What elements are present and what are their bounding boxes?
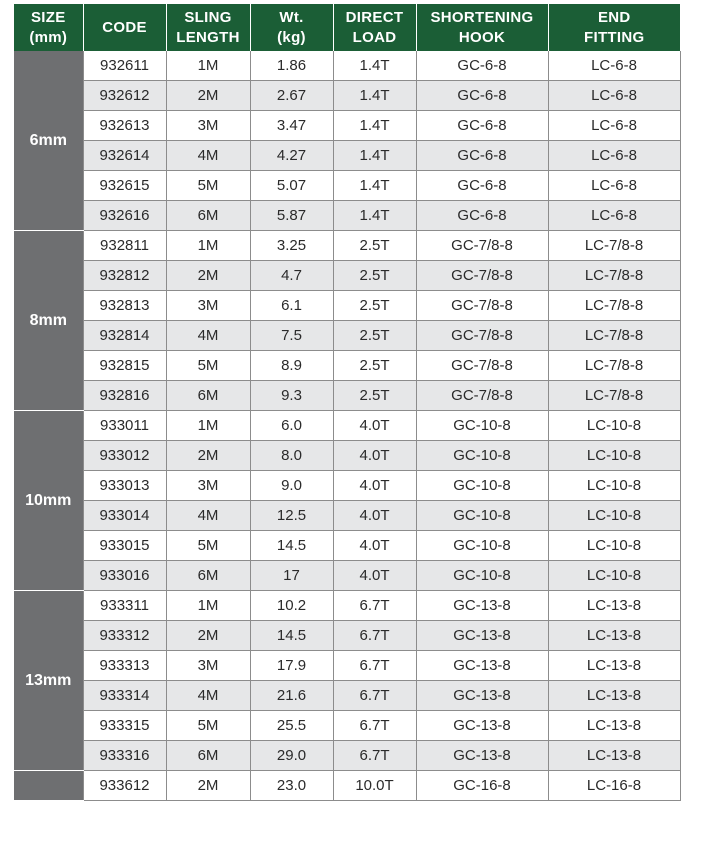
table-row xyxy=(14,621,680,651)
direct-load-cell: 1.4T xyxy=(333,171,416,201)
table-row xyxy=(14,231,680,261)
weight-cell: 6.0 xyxy=(250,411,333,441)
header-direct-load xyxy=(333,4,416,51)
direct-load-cell: 6.7T xyxy=(333,591,416,621)
table-row xyxy=(14,111,680,141)
shortening-hook-cell: GC-6-8 xyxy=(416,201,548,231)
weight-cell: 21.6 xyxy=(250,681,333,711)
table-header-row xyxy=(14,4,680,51)
table-row xyxy=(14,561,680,591)
header-weight-line: Wt. xyxy=(279,8,304,26)
sling-length-cell: 5M xyxy=(166,351,250,381)
sling-length-cell: 5M xyxy=(166,531,250,561)
end-fitting-cell: LC-10-8 xyxy=(548,411,680,441)
table-row xyxy=(14,141,680,171)
direct-load-cell: 2.5T xyxy=(333,261,416,291)
shortening-hook-cell: GC-6-8 xyxy=(416,51,548,81)
weight-cell: 3.47 xyxy=(250,111,333,141)
weight-cell: 5.87 xyxy=(250,201,333,231)
header-sling-length xyxy=(166,4,250,51)
weight-cell: 5.07 xyxy=(250,171,333,201)
code-cell: 933016 xyxy=(83,561,166,591)
table-row xyxy=(14,51,680,81)
direct-load-cell: 1.4T xyxy=(333,111,416,141)
direct-load-cell: 2.5T xyxy=(333,351,416,381)
sling-length-cell: 2M xyxy=(166,81,250,111)
shortening-hook-cell: GC-6-8 xyxy=(416,111,548,141)
direct-load-cell: 6.7T xyxy=(333,621,416,651)
code-cell: 932616 xyxy=(83,201,166,231)
code-cell: 933014 xyxy=(83,501,166,531)
header-direct-load-line: LOAD xyxy=(352,28,397,46)
code-cell: 933015 xyxy=(83,531,166,561)
direct-load-cell: 2.5T xyxy=(333,291,416,321)
weight-cell: 10.2 xyxy=(250,591,333,621)
sling-length-cell: 1M xyxy=(166,231,250,261)
end-fitting-cell: LC-7/8-8 xyxy=(548,261,680,291)
shortening-hook-cell: GC-6-8 xyxy=(416,141,548,171)
header-code-line: CODE xyxy=(102,18,147,36)
direct-load-cell: 1.4T xyxy=(333,201,416,231)
direct-load-cell: 2.5T xyxy=(333,231,416,261)
shortening-hook-cell: GC-13-8 xyxy=(416,711,548,741)
header-end-fitting xyxy=(548,4,680,51)
code-cell: 933012 xyxy=(83,441,166,471)
sling-length-cell: 4M xyxy=(166,501,250,531)
weight-cell: 14.5 xyxy=(250,621,333,651)
table-row xyxy=(14,711,680,741)
end-fitting-cell: LC-10-8 xyxy=(548,531,680,561)
table-row xyxy=(14,771,680,801)
table-row xyxy=(14,471,680,501)
end-fitting-cell: LC-13-8 xyxy=(548,741,680,771)
header-size-line: (mm) xyxy=(29,28,68,46)
direct-load-cell: 4.0T xyxy=(333,531,416,561)
sling-length-cell: 4M xyxy=(166,141,250,171)
code-cell: 932811 xyxy=(83,231,166,261)
end-fitting-cell: LC-7/8-8 xyxy=(548,381,680,411)
sling-length-cell: 5M xyxy=(166,171,250,201)
table-row xyxy=(14,201,680,231)
weight-cell: 14.5 xyxy=(250,531,333,561)
code-cell: 932815 xyxy=(83,351,166,381)
direct-load-cell: 4.0T xyxy=(333,561,416,591)
table-row xyxy=(14,501,680,531)
product-table-container xyxy=(14,4,680,794)
shortening-hook-cell: GC-13-8 xyxy=(416,741,548,771)
sling-length-cell: 2M xyxy=(166,621,250,651)
code-cell: 932813 xyxy=(83,291,166,321)
table-row xyxy=(14,681,680,711)
weight-cell: 29.0 xyxy=(250,741,333,771)
end-fitting-cell: LC-7/8-8 xyxy=(548,291,680,321)
direct-load-cell: 6.7T xyxy=(333,741,416,771)
direct-load-cell: 4.0T xyxy=(333,501,416,531)
end-fitting-cell: LC-7/8-8 xyxy=(548,351,680,381)
end-fitting-cell: LC-13-8 xyxy=(548,711,680,741)
sling-length-cell: 2M xyxy=(166,771,250,801)
sling-length-cell: 3M xyxy=(166,111,250,141)
direct-load-cell: 6.7T xyxy=(333,711,416,741)
table-row xyxy=(14,411,680,441)
weight-cell: 23.0 xyxy=(250,771,333,801)
header-end-fitting-line: END xyxy=(597,8,631,26)
end-fitting-cell: LC-6-8 xyxy=(548,171,680,201)
code-cell: 933313 xyxy=(83,651,166,681)
table-row xyxy=(14,291,680,321)
code-cell: 933311 xyxy=(83,591,166,621)
weight-cell: 6.1 xyxy=(250,291,333,321)
sling-length-cell: 6M xyxy=(166,201,250,231)
header-weight-line: (kg) xyxy=(277,28,306,46)
direct-load-cell: 2.5T xyxy=(333,381,416,411)
table-row xyxy=(14,81,680,111)
end-fitting-cell: LC-6-8 xyxy=(548,51,680,81)
weight-cell: 9.3 xyxy=(250,381,333,411)
sling-length-cell: 1M xyxy=(166,411,250,441)
code-cell: 932612 xyxy=(83,81,166,111)
table-row xyxy=(14,591,680,621)
table-row xyxy=(14,321,680,351)
weight-cell: 9.0 xyxy=(250,471,333,501)
end-fitting-cell: LC-10-8 xyxy=(548,471,680,501)
weight-cell: 4.27 xyxy=(250,141,333,171)
end-fitting-cell: LC-6-8 xyxy=(548,81,680,111)
direct-load-cell: 4.0T xyxy=(333,411,416,441)
sling-length-cell: 6M xyxy=(166,741,250,771)
shortening-hook-cell: GC-7/8-8 xyxy=(416,321,548,351)
size-group-cell xyxy=(14,771,83,801)
sling-length-cell: 3M xyxy=(166,471,250,501)
table-row xyxy=(14,261,680,291)
end-fitting-cell: LC-6-8 xyxy=(548,201,680,231)
code-cell: 932812 xyxy=(83,261,166,291)
header-shortening-hook-line: HOOK xyxy=(458,28,506,46)
code-cell: 933314 xyxy=(83,681,166,711)
code-cell: 933312 xyxy=(83,621,166,651)
code-cell: 932814 xyxy=(83,321,166,351)
shortening-hook-cell: GC-13-8 xyxy=(416,681,548,711)
code-cell: 932614 xyxy=(83,141,166,171)
table-row xyxy=(14,531,680,561)
weight-cell: 3.25 xyxy=(250,231,333,261)
direct-load-cell: 6.7T xyxy=(333,651,416,681)
table-row xyxy=(14,351,680,381)
code-cell: 932613 xyxy=(83,111,166,141)
table-row xyxy=(14,381,680,411)
end-fitting-cell: LC-16-8 xyxy=(548,771,680,801)
end-fitting-cell: LC-13-8 xyxy=(548,651,680,681)
shortening-hook-cell: GC-10-8 xyxy=(416,411,548,441)
header-code xyxy=(83,4,166,51)
size-group-cell: 10mm xyxy=(14,411,83,591)
code-cell: 933315 xyxy=(83,711,166,741)
end-fitting-cell: LC-13-8 xyxy=(548,681,680,711)
code-cell: 933013 xyxy=(83,471,166,501)
sling-length-cell: 4M xyxy=(166,321,250,351)
end-fitting-cell: LC-10-8 xyxy=(548,501,680,531)
weight-cell: 2.67 xyxy=(250,81,333,111)
table-row xyxy=(14,171,680,201)
shortening-hook-cell: GC-6-8 xyxy=(416,171,548,201)
header-sling-length-line: SLING xyxy=(184,8,232,26)
table-row xyxy=(14,651,680,681)
shortening-hook-cell: GC-13-8 xyxy=(416,651,548,681)
direct-load-cell: 1.4T xyxy=(333,141,416,171)
size-group-cell: 13mm xyxy=(14,591,83,771)
direct-load-cell: 1.4T xyxy=(333,51,416,81)
header-end-fitting-line: FITTING xyxy=(584,28,645,46)
table-row xyxy=(14,441,680,471)
table-row xyxy=(14,741,680,771)
shortening-hook-cell: GC-10-8 xyxy=(416,471,548,501)
weight-cell: 8.9 xyxy=(250,351,333,381)
weight-cell: 12.5 xyxy=(250,501,333,531)
direct-load-cell: 2.5T xyxy=(333,321,416,351)
code-cell: 933011 xyxy=(83,411,166,441)
shortening-hook-cell: GC-7/8-8 xyxy=(416,261,548,291)
end-fitting-cell: LC-13-8 xyxy=(548,621,680,651)
shortening-hook-cell: GC-10-8 xyxy=(416,441,548,471)
shortening-hook-cell: GC-10-8 xyxy=(416,501,548,531)
shortening-hook-cell: GC-13-8 xyxy=(416,621,548,651)
header-direct-load-line: DIRECT xyxy=(345,8,404,26)
direct-load-cell: 10.0T xyxy=(333,771,416,801)
direct-load-cell: 4.0T xyxy=(333,471,416,501)
header-weight xyxy=(250,4,333,51)
sling-length-cell: 6M xyxy=(166,381,250,411)
weight-cell: 17 xyxy=(250,561,333,591)
shortening-hook-cell: GC-10-8 xyxy=(416,561,548,591)
direct-load-cell: 6.7T xyxy=(333,681,416,711)
chain-sling-spec-table xyxy=(14,4,681,801)
sling-length-cell: 2M xyxy=(166,441,250,471)
weight-cell: 25.5 xyxy=(250,711,333,741)
end-fitting-cell: LC-10-8 xyxy=(548,441,680,471)
shortening-hook-cell: GC-6-8 xyxy=(416,81,548,111)
sling-length-cell: 2M xyxy=(166,261,250,291)
size-group-cell: 6mm xyxy=(14,51,83,231)
code-cell: 932611 xyxy=(83,51,166,81)
code-cell: 933612 xyxy=(83,771,166,801)
header-shortening-hook-line: SHORTENING xyxy=(430,8,534,26)
sling-length-cell: 6M xyxy=(166,561,250,591)
shortening-hook-cell: GC-7/8-8 xyxy=(416,291,548,321)
weight-cell: 7.5 xyxy=(250,321,333,351)
table-body xyxy=(14,51,680,801)
direct-load-cell: 1.4T xyxy=(333,81,416,111)
sling-length-cell: 3M xyxy=(166,291,250,321)
shortening-hook-cell: GC-13-8 xyxy=(416,591,548,621)
weight-cell: 1.86 xyxy=(250,51,333,81)
shortening-hook-cell: GC-7/8-8 xyxy=(416,231,548,261)
shortening-hook-cell: GC-10-8 xyxy=(416,531,548,561)
weight-cell: 8.0 xyxy=(250,441,333,471)
code-cell: 932816 xyxy=(83,381,166,411)
weight-cell: 17.9 xyxy=(250,651,333,681)
end-fitting-cell: LC-7/8-8 xyxy=(548,321,680,351)
size-group-cell: 8mm xyxy=(14,231,83,411)
shortening-hook-cell: GC-7/8-8 xyxy=(416,381,548,411)
end-fitting-cell: LC-10-8 xyxy=(548,561,680,591)
header-size xyxy=(14,4,83,51)
direct-load-cell: 4.0T xyxy=(333,441,416,471)
header-shortening-hook xyxy=(416,4,548,51)
header-size-line: SIZE xyxy=(30,8,66,26)
code-cell: 932615 xyxy=(83,171,166,201)
weight-cell: 4.7 xyxy=(250,261,333,291)
sling-length-cell: 4M xyxy=(166,681,250,711)
header-sling-length-line: LENGTH xyxy=(176,28,240,46)
sling-length-cell: 5M xyxy=(166,711,250,741)
code-cell: 933316 xyxy=(83,741,166,771)
sling-length-cell: 1M xyxy=(166,591,250,621)
end-fitting-cell: LC-6-8 xyxy=(548,111,680,141)
end-fitting-cell: LC-7/8-8 xyxy=(548,231,680,261)
end-fitting-cell: LC-13-8 xyxy=(548,591,680,621)
end-fitting-cell: LC-6-8 xyxy=(548,141,680,171)
sling-length-cell: 3M xyxy=(166,651,250,681)
sling-length-cell: 1M xyxy=(166,51,250,81)
shortening-hook-cell: GC-7/8-8 xyxy=(416,351,548,381)
shortening-hook-cell: GC-16-8 xyxy=(416,771,548,801)
